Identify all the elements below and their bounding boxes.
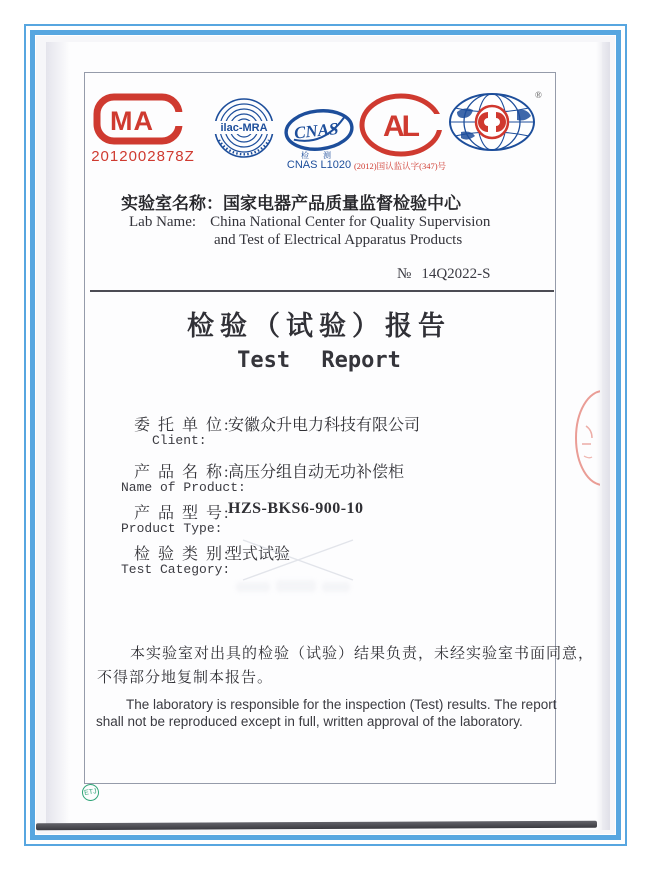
report-number-symbol: №	[397, 266, 412, 282]
field-product-type-label-cn: 产 品 型 号:	[134, 505, 231, 522]
field-product-type-label-en: Product Type:	[121, 521, 223, 536]
field-product-name-value: 高压分组自动无功补偿柜	[228, 464, 405, 481]
cnas-code: CNAS L1020	[286, 159, 352, 171]
field-client-label-en: Client:	[152, 433, 207, 448]
statement-en: The laboratory is responsible for the inspection (Test) results. The report shall not be reproduced except in full, written approval of the laboratory.	[96, 697, 557, 729]
field-test-category-value: 型式试验	[226, 546, 291, 563]
field-test-category-label-cn: 检 验 类 别:	[134, 546, 231, 563]
field-test-category-label-en: Test Category:	[121, 562, 231, 577]
field-client-label-cn: 委 托 单 位:	[134, 417, 231, 434]
field-client-value: 安徽众升电力科技有限公司	[228, 417, 421, 434]
cnas-jiance-label: 检 测	[301, 151, 337, 160]
al-caption: (2012)国认监认字(347)号	[353, 161, 447, 171]
green-mini-stamp: ETJ	[81, 783, 100, 802]
statement-cn-line2: 不得部分地复制本报告。	[97, 670, 274, 686]
cnas-letters: CNAS	[293, 119, 340, 143]
report-number-value: 14Q2022-S	[421, 266, 491, 282]
report-title-cn: 检验（试验）报告	[187, 311, 451, 341]
lab-name-en-line2: and Test of Electrical Apparatus Products	[214, 232, 463, 248]
field-product-name-label-cn: 产 品 名 称:	[134, 464, 231, 481]
cma-letters: MA	[110, 106, 154, 136]
blue-frame-inner	[30, 30, 621, 840]
registered-mark: ®	[535, 90, 542, 100]
statement-cn-line1: 本实验室对出具的检验（试验）结果负责，未经实验室书面同意，	[130, 646, 595, 662]
cma-cert-number: 2012002878Z	[91, 148, 195, 165]
field-product-type-value: HZS-BKS6-900-10	[228, 500, 364, 517]
report-title-en: Test Report	[237, 348, 401, 373]
lab-name-cn: 实验室名称：国家电器产品质量监督检验中心	[121, 194, 461, 213]
lab-name-en-label: Lab Name:	[129, 214, 197, 230]
ilac-label: ilac-MRA	[220, 122, 268, 134]
lab-name-en-text: China National Center for Quality Supervision	[210, 214, 491, 230]
field-product-name-label-en: Name of Product:	[121, 480, 246, 495]
al-letters: AL	[383, 110, 417, 143]
